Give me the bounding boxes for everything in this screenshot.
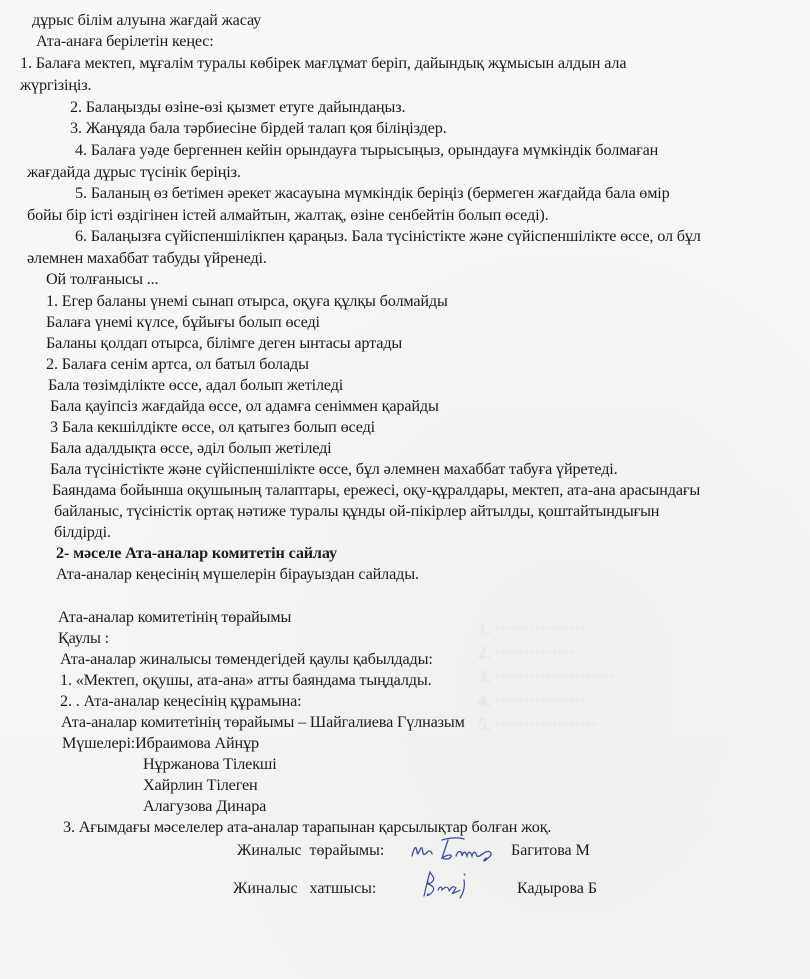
text-line: Ата-анаға берілетін кеңес:: [36, 32, 214, 50]
text-line: Қаулы :: [58, 629, 109, 647]
text-line: Бала түсіністікте және сүйіспеншілікте өссе, бұл әлемнен махаббат табуға үйретеді.: [50, 460, 618, 478]
text-line: Ата-аналар комитетінің төрайымы – Шайгалиева Гүлназым: [61, 713, 465, 731]
text-line: 3. Ағымдағы мәселелер ата-аналар тарапынан қарсылықтар болған жоқ.: [63, 818, 552, 836]
text-line: Ата-аналар жиналысы төмендегідей қаулы қабылдады:: [60, 650, 433, 668]
chair-signature: [408, 834, 500, 864]
bleed-through-text: 1. ················ 2. ·············· 3. ····················· 4. ················ 5. ··················: [478, 619, 614, 734]
text-line: Бала төзімділікте өссе, адал болып жетіледі: [48, 376, 344, 394]
text-line: 3. Жанұяда бала тәрбиесіне бірдей талап қоя біліңіздер.: [70, 119, 447, 137]
text-line: білдірді.: [54, 523, 111, 541]
text-line: 4. Балаға уәде бергеннен кейін орындауға тырысыңыз, орындауға мүмкіндік болмаған: [75, 141, 659, 159]
text-line: 2. Балаңызды өзіне-өзі қызмет етуге дайындаңыз.: [70, 98, 406, 116]
text-line: 3 Бала кекшілдікте өссе, ол қатыгез болып өседі: [50, 418, 375, 436]
text-line: дұрыс білім алуына жағдай жасау: [32, 11, 262, 29]
text-line: 6. Балаңызға сүйіспеншілікпен қараңыз. Бала түсіністікте және сүйіспеншілікте өссе, ол бұл: [75, 227, 701, 245]
text-line: Ата-аналар комитетінің төрайымы: [58, 608, 292, 626]
text-line: әлемнен махаббат табуды үйренеді.: [27, 249, 267, 267]
text-line: 1. Егер баланы үнемі сынап отырса, оқуға құлқы болмайды: [46, 292, 448, 310]
text-line: 5. Баланың өз бетімен әрекет жасауына мүмкіндік беріңіз (бермеген жағдайда бала өмір: [75, 184, 670, 202]
text-line: Ой толғанысы ...: [46, 270, 159, 288]
text-line: жағдайда дұрыс түсінік беріңіз.: [27, 163, 241, 181]
text-line: Бала адалдықта өссе, әділ болып жетіледі: [50, 439, 332, 457]
text-line: 1. Балаға мектеп, мұғалім туралы көбірек мағлұмат беріп, дайындық жұмысын алдын ала: [20, 54, 627, 72]
chair-label: Жиналыс төрайымы:: [237, 842, 385, 859]
text-line: 2. . Ата-аналар кеңесінің құрамына:: [60, 692, 302, 710]
text-line: Ата-аналар кеңесінің мүшелерін бірауыздан сайлады.: [56, 565, 419, 583]
text-line: жүргізіңіз.: [20, 76, 92, 94]
text-line: Балаға үнемі күлсе, бұйығы болып өседі: [46, 313, 320, 331]
text-line: Баланы қолдап отырса, білімге деген ынтасы артады: [46, 334, 403, 352]
text-line: Бала қауіпсіз жағдайда өссе, ол адамға сеніммен қарайды: [50, 397, 439, 415]
secretary-signature: [418, 866, 480, 904]
section-heading: 2- мәселе Ата-аналар комитетін сайлау: [56, 544, 337, 562]
text-line: байланыс, түсіністік ортақ нәтиже туралы құнды ой-пікірлер айтылды, қоштайтындығын: [54, 502, 660, 520]
secretary-name: Кадырова Б: [517, 880, 598, 897]
text-line: Хайрлин Тілеген: [143, 776, 258, 794]
secretary-label: Жиналыс хатшысы:: [233, 880, 377, 897]
chair-name: Багитова М: [511, 842, 590, 859]
text-line: 1. «Мектеп, оқушы, ата-ана» атты баяндама тыңдалды.: [60, 671, 432, 689]
text-line: Алагузова Динара: [143, 797, 267, 815]
text-line: бойы бір істі өздігінен істей алмайтын, жалтақ, өзіне сенбейтін болып өседі).: [27, 206, 549, 224]
text-line: Нұржанова Тілекші: [143, 755, 277, 773]
text-line: Баяндама бойынша оқушының талаптары, ережесі, оқу-құралдары, мектеп, ата-ана арасындағы: [52, 481, 701, 499]
text-line: 2. Балаға сенім артса, ол батыл болады: [46, 355, 309, 373]
text-line: Мүшелері:Ибраимова Айнұр: [62, 734, 259, 752]
